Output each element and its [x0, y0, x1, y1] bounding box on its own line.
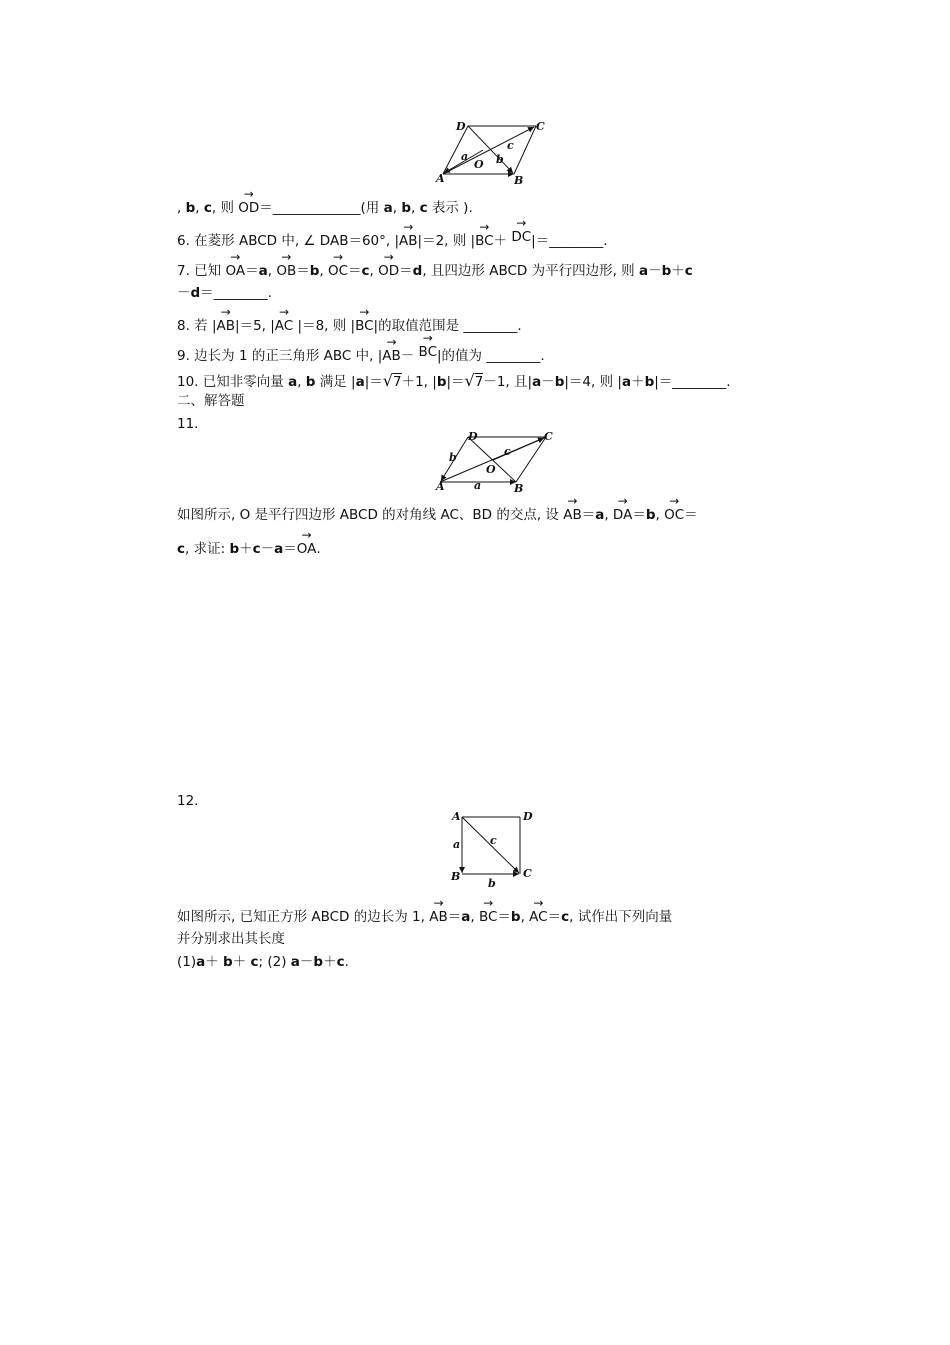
vector-bc: → BC: [419, 343, 437, 361]
fig1-label-b: b: [496, 153, 504, 166]
question-12-text-line-2: 并分别求出其长度: [177, 931, 285, 947]
section-heading: 二、解答题: [177, 393, 245, 409]
fig3-label-a: a: [453, 838, 461, 851]
question-10: 10. 已知非零向量 a, b 满足 |a|＝√7＋1, |b|＝√7－1, 且|a－b|＝4, 则 |a＋b|＝________.: [177, 371, 731, 390]
vector-od: → OD: [378, 262, 399, 280]
vector-oa: → OA: [297, 540, 317, 558]
fig1-label-a: a: [461, 150, 469, 163]
vector-ab: → AB: [217, 317, 236, 335]
vector-ab: → AB: [382, 347, 401, 365]
figure-parallelogram-2: [428, 428, 558, 496]
fig2-label-c: c: [504, 445, 511, 458]
fig1-label-O: O: [474, 158, 484, 171]
figure-parallelogram-1: [428, 116, 558, 188]
fig3-label-D: D: [523, 810, 533, 823]
question-12-parts: (1)a＋ b＋ c; (2) a－b＋c.: [177, 954, 349, 970]
vector-ac: → AC: [275, 317, 293, 335]
sqrt-radicand: 7: [474, 374, 484, 390]
fig2-label-O: O: [486, 463, 496, 476]
sqrt-sign: √: [382, 371, 393, 390]
fig1-label-c: c: [507, 139, 514, 152]
vector-ab: → AB: [399, 232, 418, 250]
vector-da: → DA: [613, 506, 632, 524]
question-6: 6. 在菱形 ABCD 中, ∠ DAB＝60°, |→ AB|＝2, 则 |→ BC＋ → DC|＝________.: [177, 232, 608, 250]
question-11-text-line-2: c, 求证: b＋c－a＝→ OA.: [177, 540, 321, 558]
vector-bc: → BC: [479, 908, 497, 926]
fig1-label-D: D: [456, 120, 466, 133]
question-12-number: 12.: [177, 793, 199, 809]
fig2-label-D: D: [468, 430, 478, 443]
fig2-label-A: A: [436, 480, 445, 493]
question-11-text: 如图所示, O 是平行四边形 ABCD 的对角线 AC、BD 的交点, 设 → AB＝a, → DA＝b, → OC＝: [177, 506, 698, 524]
fig2-label-C: C: [544, 430, 553, 443]
question-7-line-2: －d＝________.: [177, 285, 272, 301]
sqrt-sign: √: [464, 371, 475, 390]
question-9: 9. 边长为 1 的正三角形 ABC 中, |→ AB－ → BC|的值为 ________.: [177, 347, 545, 365]
vector-ob: → OB: [276, 262, 296, 280]
question-8: 8. 若 |→ AB|＝5, |→ AC |＝8, 则 |→ BC|的取值范围是 ________.: [177, 317, 522, 335]
vector-ac: → AC: [529, 908, 547, 926]
fig3-label-C: C: [523, 867, 532, 880]
fig2-label-B: B: [514, 482, 524, 495]
fig1-label-B: B: [514, 174, 524, 187]
fig1-label-C: C: [536, 120, 545, 133]
fig3-label-b: b: [488, 877, 496, 890]
answer-blank: _____________: [272, 200, 361, 216]
q5-line: , b, c, 则 → OD＝_____________(用 a, b, c 表示 ).: [177, 199, 473, 217]
fig3-label-c: c: [490, 834, 497, 847]
question-7: 7. 已知 → OA＝a, → OB＝b, → OC＝c, → OD＝d, 且四边形 ABCD 为平行四边形, 则 a－b＋c: [177, 262, 693, 280]
question-12-text: 如图所示, 已知正方形 ABCD 的边长为 1, → AB＝a, → BC＝b, → AC＝c, 试作出下列向量: [177, 908, 672, 926]
figure-square: [446, 808, 536, 890]
fig2-label-b: b: [449, 451, 457, 464]
vector-ab: → AB: [429, 908, 448, 926]
vector-od: → OD: [238, 199, 259, 217]
vector-bc: → BC: [355, 317, 373, 335]
vector-oc: → OC: [328, 262, 348, 280]
vector-bc: → BC: [475, 232, 493, 250]
fig2-label-a: a: [474, 479, 482, 492]
question-11-number: 11.: [177, 416, 199, 432]
vector-dc: → DC: [511, 228, 531, 246]
vector-oa: → OA: [225, 262, 245, 280]
fig1-label-A: A: [436, 172, 445, 185]
vector-oc: → OC: [664, 506, 684, 524]
fig3-label-B: B: [451, 870, 461, 883]
vector-ab: → AB: [563, 506, 582, 524]
sqrt-radicand: 7: [392, 374, 402, 390]
fig3-label-A: A: [452, 810, 461, 823]
